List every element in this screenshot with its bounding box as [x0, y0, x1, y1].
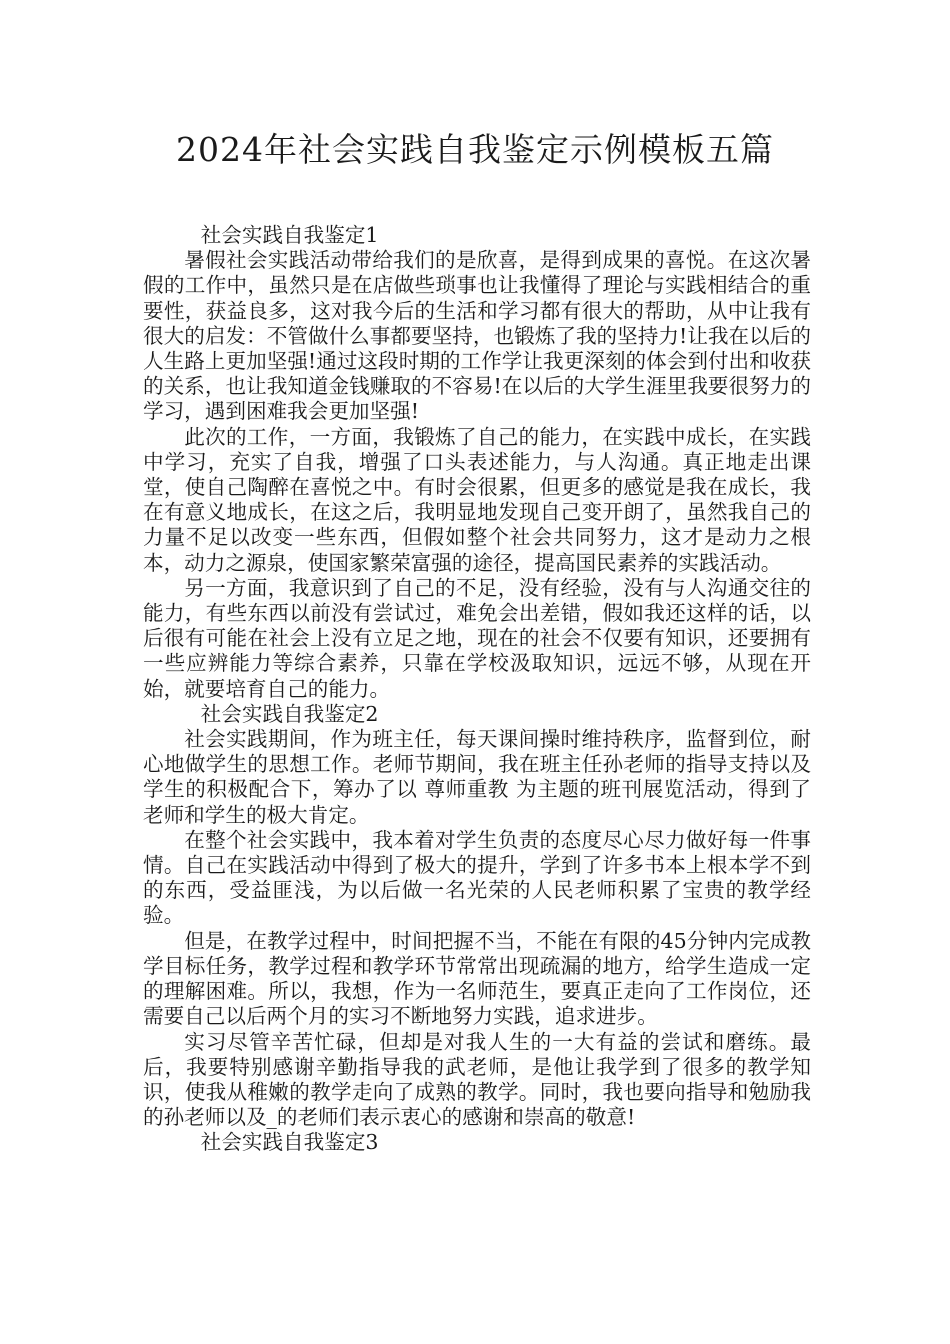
body-paragraph: 社会实践期间，作为班主任，每天课间操时维持秩序，监督到位，耐心地做学生的思想工作。老师节期间，我在班主任孙老师的指导支持以及学生的积极配合下，筹办了以 尊师重教 为主题的班刊展览活动，得到了老师和学生的极大肯定。: [143, 727, 811, 827]
body-paragraph: 在整个社会实践中，我本着对学生负责的态度尽心尽力做好每一件事情。自己在实践活动中得到了极大的提升，学到了许多书本上根本学不到的东西，受益匪浅，为以后做一名光荣的人民老师积累了宝贵的教学经验。: [143, 827, 811, 928]
body-paragraph: 此次的工作，一方面，我锻炼了自己的能力，在实践中成长，在实践中学习，充实了自我，增强了口头表述能力，与人沟通。真正地走出课堂，使自己陶醉在喜悦之中。有时会很累，但更多的感觉是我在成长，我在有意义地成长，在这之后，我明显地发现自己变开朗了，虽然我自己的力量不足以改变一些东西，但假如整个社会共同努力，这才是动力之根本，动力之源泉，使国家繁荣富强的途径，提高国民素养的实践活动。: [143, 424, 811, 575]
body-paragraph: 另一方面，我意识到了自己的不足，没有经验，没有与人沟通交往的能力，有些东西以前没有尝试过，难免会出差错，假如我还这样的话，以后很有可能在社会上没有立足之地，现在的社会不仅要有知识，还要拥有一些应辨能力等综合素养，只靠在学校汲取知识，远远不够，从现在开始，就要培育自己的能力。: [143, 575, 811, 701]
section-heading-1: 社会实践自我鉴定1: [200, 223, 379, 247]
body-paragraph: 实习尽管辛苦忙碌，但却是对我人生的一大有益的尝试和磨练。最后，我要特别感谢辛勤指导我的武老师，是他让我学到了很多的教学知识，使我从稚嫩的教学走向了成熟的教学。同时，我也要向指导和勉励我的孙老师以及_的老师们表示衷心的感谢和崇高的敬意!: [143, 1029, 811, 1130]
body-paragraph: 暑假社会实践活动带给我们的是欣喜，是得到成果的喜悦。在这次暑假的工作中，虽然只是在店做些琐事也让我懂得了理论与实践相结合的重要性，获益良多，这对我今后的生活和学习都有很大的帮助，从中让我有很大的启发：不管做什么事都要坚持，也锻炼了我的坚持力!让我在以后的人生路上更加坚强!通过这段时期的工作学让我更深刻的体会到付出和收获的关系，也让我知道金钱赚取的不容易!在以后的大学生涯里我要很努力的学习，遇到困难我会更加坚强!: [143, 248, 811, 424]
body-paragraph: 但是，在教学过程中，时间把握不当，不能在有限的45分钟内完成教学目标任务，教学过程和教学环节常常出现疏漏的地方，给学生造成一定的理解困难。所以，我想，作为一名师范生，要真正走向了工作岗位，还需要自己以后两个月的实习不断地努力实践，追求进步。: [143, 928, 811, 1029]
section-heading-2: 社会实践自我鉴定2: [200, 701, 379, 726]
section-heading-3: 社会实践自我鉴定3: [200, 1130, 379, 1155]
document-body: [143, 223, 811, 1156]
document-title: 2024年社会实践自我鉴定示例模板五篇: [176, 130, 774, 169]
